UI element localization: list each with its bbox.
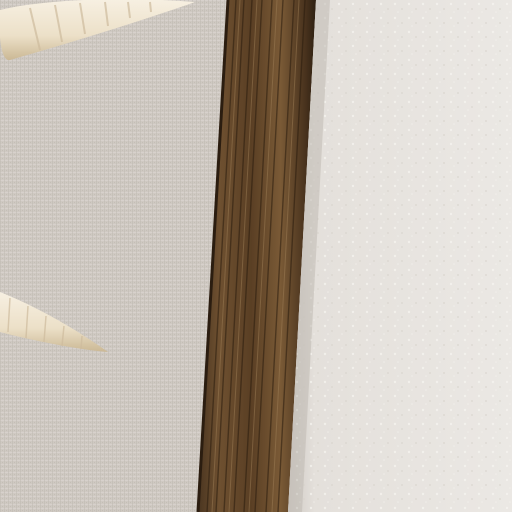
linen-mat	[0, 0, 228, 512]
wall	[288, 0, 512, 512]
